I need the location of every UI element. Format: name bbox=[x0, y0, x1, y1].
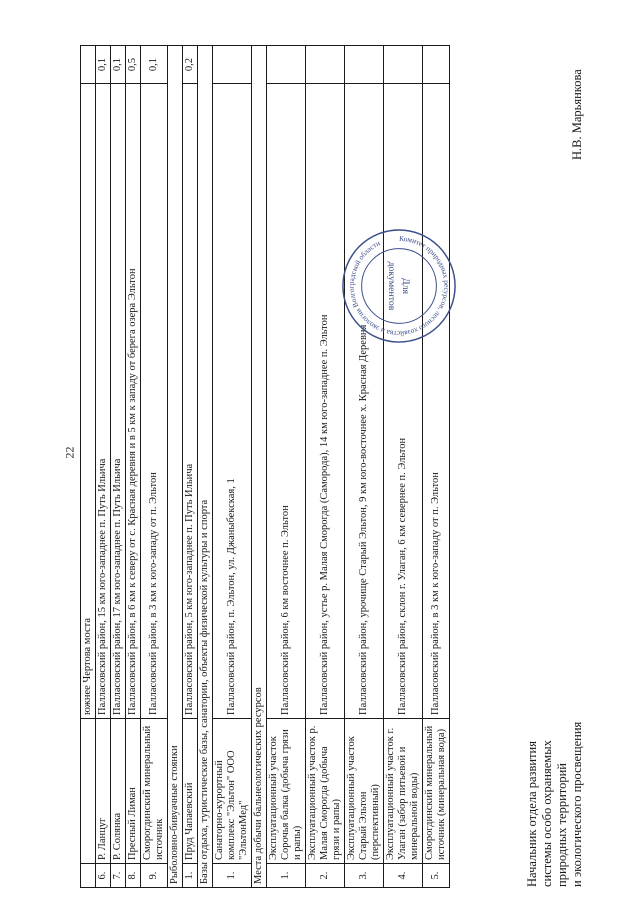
objects-table-body bbox=[81, 46, 450, 888]
object-location: Палласовский район, устье р. Малая Смоpогда (Саморода), 14 км юго-западнее п. Эльтон bbox=[306, 84, 345, 719]
row-number bbox=[81, 864, 96, 888]
object-location: Палласовский район, 6 км восточнее п. Эльтон bbox=[267, 84, 306, 719]
object-area bbox=[345, 46, 384, 84]
object-area bbox=[384, 46, 423, 84]
table-row bbox=[213, 46, 252, 888]
signer-name: Н.В. Марьянкова bbox=[570, 69, 584, 160]
row-number: 8. bbox=[126, 864, 141, 888]
object-area bbox=[267, 46, 306, 84]
object-location: Палласовский район, 15 км юго-западнее п. Путь Ильича bbox=[96, 84, 111, 719]
objects-table bbox=[80, 45, 450, 888]
row-number: 6. bbox=[96, 864, 111, 888]
object-location: Палласовский район, 17 км юго-западнее п. Путь Ильича bbox=[111, 84, 126, 719]
table-row bbox=[423, 46, 450, 888]
table-row bbox=[183, 46, 198, 888]
section-title: Рыболовно-бивуачные стоянки bbox=[168, 46, 183, 888]
table-row bbox=[306, 46, 345, 888]
object-area: 0,5 bbox=[126, 46, 141, 84]
row-number: 1. bbox=[183, 864, 198, 888]
object-area: 0,1 bbox=[141, 46, 168, 84]
object-area: 0,1 bbox=[111, 46, 126, 84]
object-area bbox=[81, 46, 96, 84]
official-stamp bbox=[340, 227, 458, 345]
object-name: Санаторно-курортный комплекс "Эльтон" ООО "ЭльтонМед" bbox=[213, 719, 252, 864]
position-line-1: Начальник отдела развития bbox=[525, 741, 539, 887]
row-number: 9. bbox=[141, 864, 168, 888]
position-line-2: системы особо охраняемых bbox=[540, 740, 554, 887]
object-location: южнее Чертова моста bbox=[81, 84, 96, 719]
object-location: Палласовский район, склон г. Улаган, 6 км севернее п. Эльтон bbox=[384, 84, 423, 719]
row-number: 2. bbox=[306, 864, 345, 888]
object-name: Эксплуатационный участок г. Улаган (забор питьевой и минеральной воды) bbox=[384, 719, 423, 864]
object-name: Р. Солянка bbox=[111, 719, 126, 864]
stamp-center-line-2: документов bbox=[386, 261, 398, 311]
position-line-3: природных территорий bbox=[555, 763, 569, 887]
object-name: Эксплуатационный участок Сорочья балка (добыча грязи и рапы) bbox=[267, 719, 306, 864]
section-title: Базы отдыха, туристические базы, санатории, объекты физической культуры и спорта bbox=[198, 46, 213, 888]
object-area bbox=[213, 46, 252, 84]
signer-position bbox=[525, 722, 585, 887]
section-row bbox=[198, 46, 213, 888]
object-location: Палласовский район, в 3 км к юго-западу от п. Эльтон bbox=[423, 84, 450, 719]
table-row bbox=[96, 46, 111, 888]
stamp-ring-text: Комитет природных ресурсов, лесного хозяйства и экологии Волгоградской области bbox=[346, 233, 452, 339]
row-number: 1. bbox=[213, 864, 252, 888]
object-name: Смоpогдинский минеральный источник (минеральная вода) bbox=[423, 719, 450, 864]
table-row bbox=[345, 46, 384, 888]
object-name bbox=[81, 719, 96, 864]
table-row bbox=[384, 46, 423, 888]
page-number: 22 bbox=[62, 446, 77, 459]
row-number: 4. bbox=[384, 864, 423, 888]
table-row bbox=[126, 46, 141, 888]
object-location: Палласовский район, в 6 км к северу от с. Красная деревня и в 5 км к западу от берега озера Эльтон bbox=[126, 84, 141, 719]
object-name: Р. Ланцуг bbox=[96, 719, 111, 864]
table-row bbox=[141, 46, 168, 888]
object-area bbox=[423, 46, 450, 84]
object-location: Палласовский район, в 3 км к юго-западу от п. Эльтон bbox=[141, 84, 168, 719]
row-number: 3. bbox=[345, 864, 384, 888]
object-location: Палласовский район, п. Эльтон, ул. Джаныбекская, 1 bbox=[213, 84, 252, 719]
table-row bbox=[267, 46, 306, 888]
row-number: 5. bbox=[423, 864, 450, 888]
row-number: 7. bbox=[111, 864, 126, 888]
section-row bbox=[252, 46, 267, 888]
object-name: Пруд Чапаевский bbox=[183, 719, 198, 864]
object-area: 0,2 bbox=[183, 46, 198, 84]
stamp-center-line-1: Для bbox=[399, 277, 411, 295]
object-area bbox=[306, 46, 345, 84]
section-title: Места добычи бальнеологических ресурсов bbox=[252, 46, 267, 888]
table-row bbox=[111, 46, 126, 888]
object-name: Эксплуатационный участок р. Малая Смоpогда (добыча грязи и рапы) bbox=[306, 719, 345, 864]
object-name: Эксплуатационный участок Старый Эльтон (перспективный) bbox=[345, 719, 384, 864]
row-number: 1. bbox=[267, 864, 306, 888]
object-name: Смоpогдинский минеральный источник bbox=[141, 719, 168, 864]
object-name: Пресный Лиман bbox=[126, 719, 141, 864]
object-location: Палласовский район, урочище Старый Эльтон, 9 км юго-восточнее х. Красная Деревня bbox=[345, 84, 384, 719]
object-area: 0,1 bbox=[96, 46, 111, 84]
position-line-4: и экологического просвещения bbox=[570, 721, 584, 887]
object-location: Палласовский район, 5 км юго-западнее п. Путь Ильича bbox=[183, 84, 198, 719]
section-row bbox=[168, 46, 183, 888]
continuation-row bbox=[81, 46, 96, 888]
